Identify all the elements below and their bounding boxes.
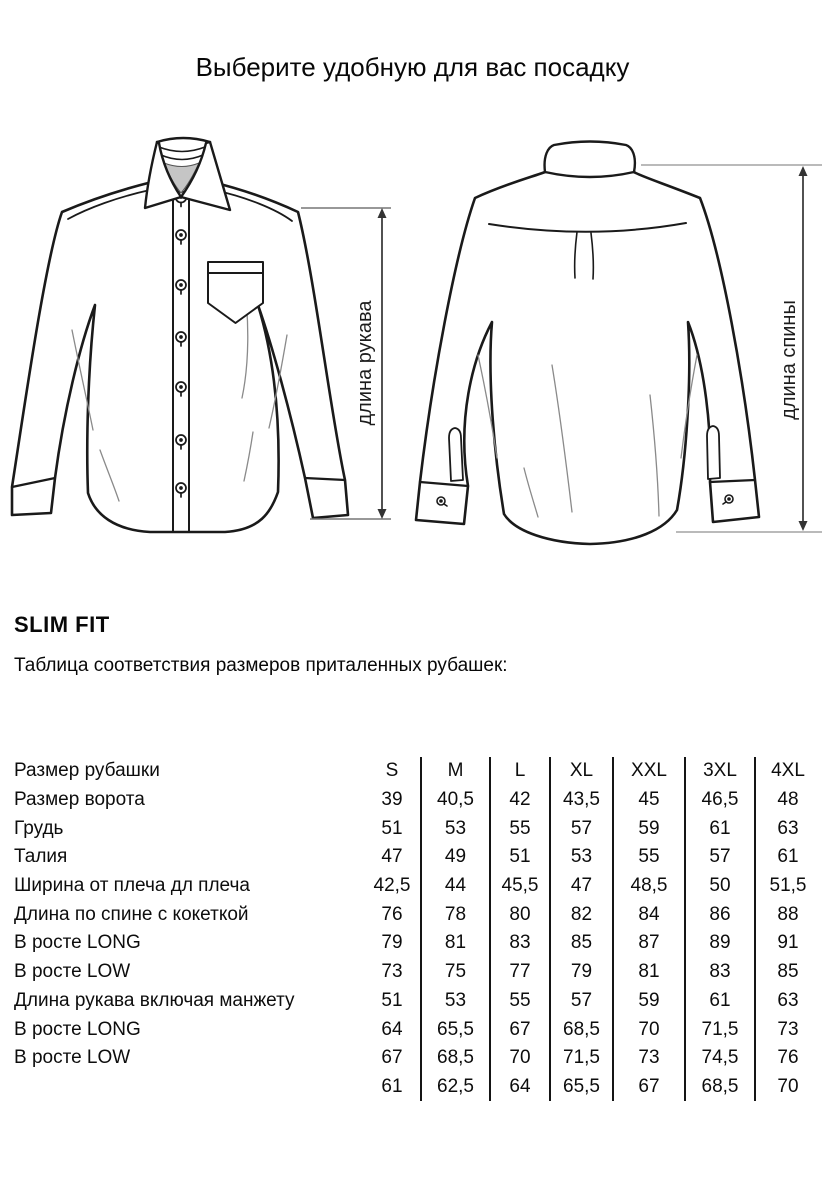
value-cell: 53 [421, 987, 490, 1016]
table-row [14, 1073, 820, 1102]
arrow-up-icon [378, 208, 387, 218]
value-cell: 63 [755, 814, 820, 843]
value-cell: XL [550, 757, 613, 786]
value-cell: 47 [550, 872, 613, 901]
value-cell: 45 [613, 786, 685, 815]
row-label-cell: Размер ворота [14, 789, 145, 811]
value-cell: 73 [613, 1044, 685, 1073]
value-cell: 39 [381, 789, 403, 811]
row-label-cell: Длина по спине с кокеткой [14, 903, 249, 925]
value-cell: 59 [613, 814, 685, 843]
value-cell: 62,5 [421, 1073, 490, 1102]
value-cell: 67 [381, 1047, 403, 1069]
value-cell: 48 [755, 786, 820, 815]
value-cell: 87 [613, 929, 685, 958]
value-cell: 57 [550, 814, 613, 843]
shirt-diagram [0, 120, 825, 570]
value-cell: 59 [613, 987, 685, 1016]
table-row [14, 987, 820, 1016]
value-cell: 70 [755, 1073, 820, 1102]
value-cell: 73 [381, 961, 403, 983]
page-title: Выберите удобную для вас посадку [195, 52, 630, 82]
value-cell: 46,5 [685, 786, 755, 815]
value-cell: 81 [421, 929, 490, 958]
value-cell: 4XL [755, 757, 820, 786]
shirt-front-collar [145, 138, 230, 210]
value-cell: 55 [613, 843, 685, 872]
shirt-back-body [416, 172, 759, 544]
value-cell: 50 [685, 872, 755, 901]
value-cell: 57 [685, 843, 755, 872]
value-cell: 61 [685, 814, 755, 843]
value-cell: 44 [421, 872, 490, 901]
value-cell: 55 [490, 814, 550, 843]
value-cell: 70 [613, 1015, 685, 1044]
value-cell: 79 [381, 932, 403, 954]
arrow-down-icon [378, 509, 387, 519]
value-cell: M [421, 757, 490, 786]
row-label-cell [14, 1073, 364, 1102]
value-cell: 77 [490, 958, 550, 987]
value-cell: 51 [381, 817, 403, 839]
value-cell: 42,5 [373, 875, 411, 897]
value-cell: 61 [685, 987, 755, 1016]
size-table [14, 757, 820, 1101]
value-cell: 55 [490, 987, 550, 1016]
value-cell: 91 [755, 929, 820, 958]
value-cell: 68,5 [550, 1015, 613, 1044]
value-cell: 65,5 [421, 1015, 490, 1044]
value-cell: 61 [755, 843, 820, 872]
collar-band-folds [159, 147, 205, 160]
value-cell: 61 [381, 1075, 403, 1097]
row-label-cell: В росте LONG [14, 1018, 141, 1040]
value-cell: 3XL [685, 757, 755, 786]
collar-top-edge [157, 138, 210, 142]
value-cell: 64 [381, 1018, 403, 1040]
value-cell: 51,5 [755, 872, 820, 901]
value-cell: 85 [550, 929, 613, 958]
table-row [14, 900, 820, 929]
value-cell: 45,5 [490, 872, 550, 901]
value-cell: 81 [613, 958, 685, 987]
value-cell: 48,5 [613, 872, 685, 901]
value-cell: 63 [755, 987, 820, 1016]
shirt-back-collar [545, 142, 635, 178]
table-row [14, 786, 820, 815]
value-cell: 68,5 [685, 1073, 755, 1102]
table-row [14, 1015, 820, 1044]
value-cell: L [490, 757, 550, 786]
sleeve-length-label: длина рукава [354, 300, 376, 426]
value-cell: 68,5 [421, 1044, 490, 1073]
value-cell: 51 [381, 989, 403, 1011]
value-cell: 76 [381, 903, 403, 925]
value-cell: 67 [490, 1015, 550, 1044]
left-sleeve-placket [449, 428, 463, 481]
row-label-cell: В росте LOW [14, 1047, 131, 1069]
value-cell: 53 [421, 814, 490, 843]
slim-fit-heading: SLIM FIT [14, 612, 110, 637]
value-cell: 67 [613, 1073, 685, 1102]
value-cell: 78 [421, 900, 490, 929]
row-label-cell: Длина рукава включая манжету [14, 989, 295, 1011]
table-subtitle: Таблица соответствия размеров приталенных рубашек: [14, 655, 508, 676]
table-row [14, 757, 820, 786]
row-label-cell: В росте LONG [14, 932, 141, 954]
table-row [14, 929, 820, 958]
value-cell: 82 [550, 900, 613, 929]
table-row [14, 814, 820, 843]
row-label-cell: В росте LOW [14, 961, 131, 983]
shirt-front-illustration [12, 138, 348, 532]
value-cell: 53 [550, 843, 613, 872]
value-cell: 86 [685, 900, 755, 929]
value-cell: S [385, 760, 399, 782]
shirt-back-illustration [416, 142, 759, 545]
value-cell: 65,5 [550, 1073, 613, 1102]
value-cell: 74,5 [685, 1044, 755, 1073]
row-label-cell: Грудь [14, 817, 64, 839]
value-cell: 80 [490, 900, 550, 929]
value-cell: 83 [685, 958, 755, 987]
table-row [14, 872, 820, 901]
row-label-cell: Талия [14, 846, 68, 868]
value-cell: 47 [381, 846, 403, 868]
value-cell: 42 [490, 786, 550, 815]
value-cell: 85 [755, 958, 820, 987]
value-cell: 70 [490, 1044, 550, 1073]
value-cell: 84 [613, 900, 685, 929]
value-cell: 73 [755, 1015, 820, 1044]
value-cell: XXL [613, 757, 685, 786]
value-cell: 43,5 [550, 786, 613, 815]
value-cell: 40,5 [421, 786, 490, 815]
value-cell: 49 [421, 843, 490, 872]
value-cell: 79 [550, 958, 613, 987]
arrow-up-icon [799, 166, 808, 176]
row-label-cell: Размер рубашки [14, 760, 160, 782]
back-length-label: длина спины [778, 300, 800, 420]
value-cell: 75 [421, 958, 490, 987]
value-cell: 83 [490, 929, 550, 958]
table-row [14, 1044, 820, 1073]
value-cell: 57 [550, 987, 613, 1016]
arrow-down-icon [799, 521, 808, 531]
value-cell: 89 [685, 929, 755, 958]
size-table-body [14, 757, 820, 1101]
right-sleeve-placket [707, 426, 720, 479]
table-row [14, 958, 820, 987]
table-row [14, 843, 820, 872]
value-cell: 71,5 [685, 1015, 755, 1044]
value-cell: 64 [490, 1073, 550, 1102]
value-cell: 71,5 [550, 1044, 613, 1073]
value-cell: 88 [755, 900, 820, 929]
value-cell: 51 [490, 843, 550, 872]
row-label-cell: Ширина от плеча дл плеча [14, 875, 250, 897]
value-cell: 76 [755, 1044, 820, 1073]
